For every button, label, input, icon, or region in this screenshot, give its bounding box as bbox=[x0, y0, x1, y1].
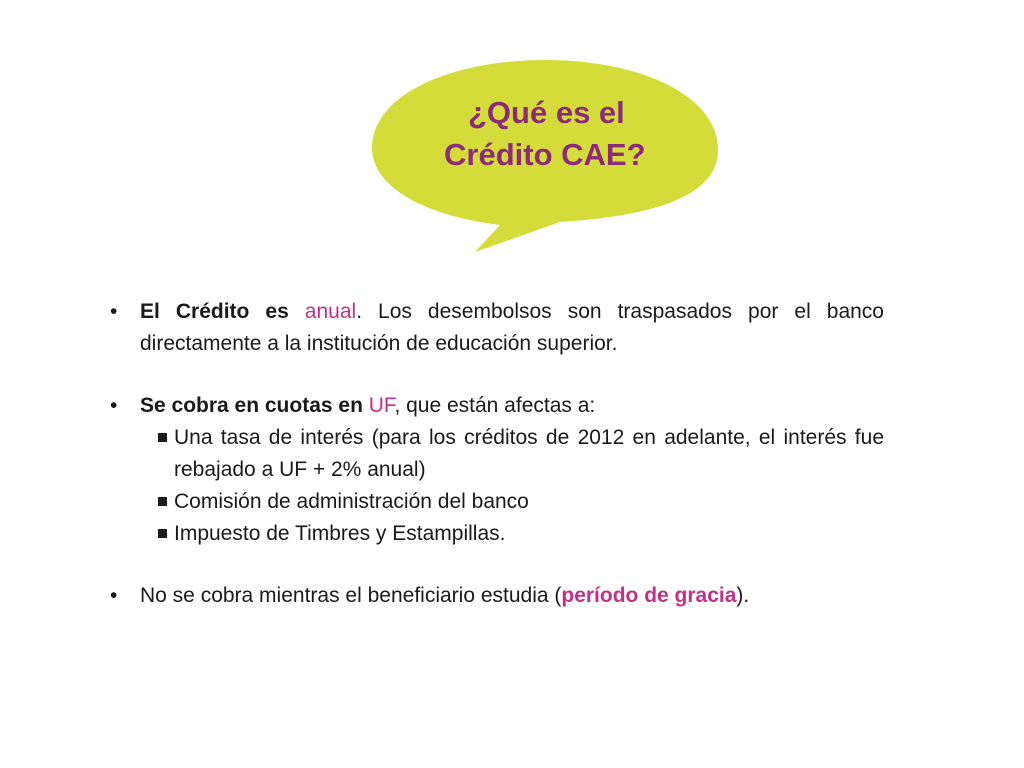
sub-bullet-list bbox=[140, 422, 884, 550]
slide-title bbox=[420, 92, 680, 176]
square-bullet-icon bbox=[158, 529, 167, 538]
bullet-2-bold-text: Se cobra en cuotas en bbox=[140, 394, 363, 417]
sub-item-1-text: Una tasa de interés (para los créditos de 2012 en adelante, el interés fue rebajado a UF + 2% anual) bbox=[174, 426, 884, 481]
bullet-item-2 bbox=[104, 390, 884, 550]
bullet-1-highlight: anual bbox=[304, 300, 357, 323]
sub-item-2-text: Comisión de administración del banco bbox=[174, 490, 529, 513]
bullet-3-text-before: No se cobra mientras el beneficiario estudia ( bbox=[140, 584, 562, 607]
sub-item-3 bbox=[158, 518, 884, 550]
bullet-2-rest: , que están afectas a: bbox=[394, 394, 596, 417]
square-bullet-icon bbox=[158, 433, 167, 442]
bullet-2-highlight: UF bbox=[368, 394, 395, 417]
bullet-3-text-after: ). bbox=[736, 584, 750, 607]
bullet-marker: • bbox=[110, 584, 118, 607]
bullet-marker: • bbox=[110, 300, 118, 323]
bullet-marker: • bbox=[110, 394, 118, 417]
sub-item-3-text: Impuesto de Timbres y Estampillas. bbox=[174, 522, 506, 545]
title-line-1: ¿Qué es el bbox=[468, 95, 625, 130]
bullet-1-rest: . Los desembolsos son traspasados por el banco directamente a la institución de educación superior. bbox=[140, 300, 884, 355]
sub-item-2 bbox=[158, 486, 884, 518]
square-bullet-icon bbox=[158, 497, 167, 506]
bullet-item-1 bbox=[104, 296, 884, 360]
bullet-item-3 bbox=[104, 580, 884, 612]
sub-item-1 bbox=[158, 422, 884, 486]
title-line-2: Crédito CAE? bbox=[444, 137, 646, 172]
bullet-3-highlight: período de gracia bbox=[561, 584, 737, 607]
bullet-list bbox=[104, 296, 884, 612]
bullet-1-bold-text: El Crédito es bbox=[140, 300, 289, 323]
